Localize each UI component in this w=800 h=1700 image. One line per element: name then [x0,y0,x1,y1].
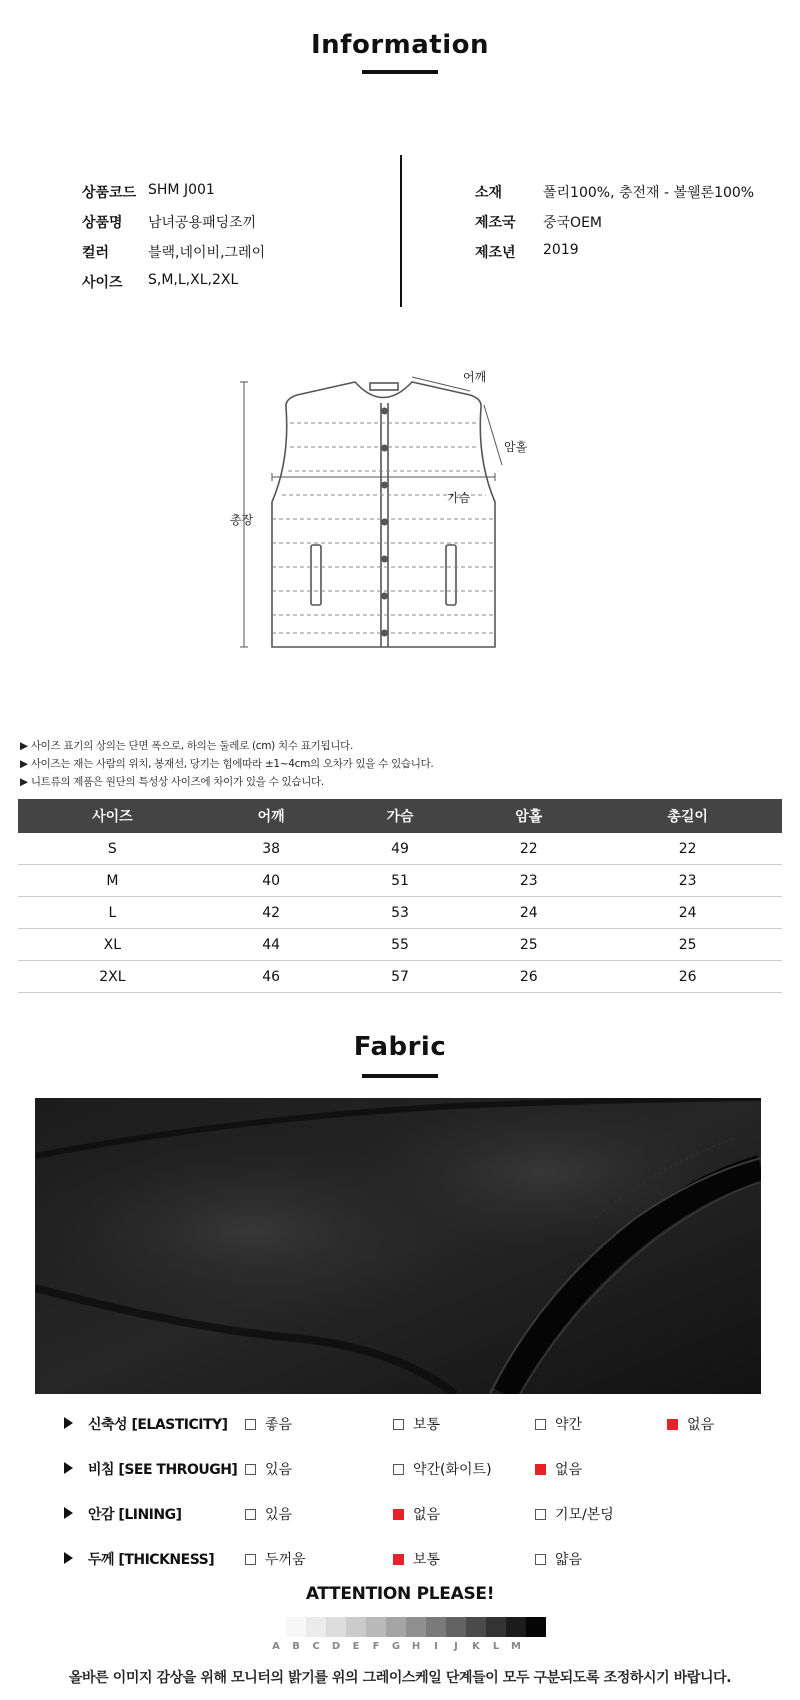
grayscale-letter: E [352,1641,360,1652]
info-row-year [475,242,579,262]
collar-tab [370,383,398,390]
info-row-color [82,242,265,262]
option-label: 좋음 [265,1417,293,1433]
table-cell: 2XL [18,961,207,993]
info-row-code [82,182,215,202]
vest-outline [272,382,495,647]
fabric-option[interactable] [393,1504,440,1524]
info-value: 중국OEM [543,215,602,231]
grayscale-step [346,1617,366,1637]
fabric-option[interactable] [535,1549,582,1569]
column-header: 가슴 [336,799,465,833]
vest-buttons [381,408,388,637]
grayscale-letter: F [372,1641,380,1652]
fabric-option[interactable] [535,1414,582,1434]
fabric-option[interactable] [535,1459,582,1479]
fabric-row-label: 두께 [THICKNESS] [88,1552,215,1568]
grayscale-letter: G [391,1641,401,1652]
option-label: 없음 [413,1507,441,1523]
checkbox-checked-icon[interactable] [393,1509,404,1520]
option-label: 보통 [413,1417,441,1433]
fabric-row-label: 신축성 [ELASTICITY] [88,1417,228,1433]
info-key: 상품코드 [82,185,137,201]
table-cell: 24 [464,897,593,929]
left-pocket [311,545,321,605]
diagram-label-armhole: 암홀 [504,440,528,454]
diagram-label-chest: 가슴 [447,491,471,505]
fabric-option[interactable] [393,1459,492,1479]
attention-message: 올바른 이미지 감상을 위해 모니터의 밝기를 위의 그레이스케일 단계들이 모두 구분되도록 조정하시기 바랍니다. [68,1670,732,1686]
table-cell: 57 [336,961,465,993]
info-row-material [475,182,754,202]
checkbox-icon[interactable] [245,1509,256,1520]
checkbox-icon[interactable] [245,1554,256,1565]
option-label: 없음 [687,1417,715,1433]
grayscale-letter: D [331,1641,341,1652]
arrow-right-icon [64,1552,73,1564]
info-key: 사이즈 [82,275,123,291]
info-key: 제조년 [475,245,516,261]
grayscale-step [366,1617,386,1637]
size-note: ▶ 사이즈는 재는 사람의 위치, 봉재선, 당기는 힘에따라 ±1~4cm의 오차가 있을 수 있습니다. [20,758,434,770]
column-header: 암홀 [464,799,593,833]
info-divider [400,155,402,307]
fabric-row-label: 비침 [SEE THROUGH] [88,1462,238,1478]
info-row-size [82,272,238,292]
fabric-row-thickness [0,1547,800,1571]
fabric-option[interactable] [393,1414,440,1434]
option-label: 얇음 [555,1552,583,1568]
title-underline [362,70,438,74]
table-cell: 26 [593,961,782,993]
fabric-title: Fabric [353,1032,447,1062]
diagram-label-shoulder: 어깨 [463,370,487,384]
grayscale-letter: A [272,1641,280,1652]
armhole-line [484,405,502,465]
quilt-lines [272,423,495,633]
info-value: SHM J001 [148,182,215,198]
arrow-right-icon [64,1507,73,1519]
table-cell: 53 [336,897,465,929]
size-note: ▶ 사이즈 표기의 상의는 단면 폭으로, 하의는 둘레로 (cm) 치수 표기됩니다. [20,740,353,752]
title-underline [362,1074,438,1078]
column-header: 사이즈 [18,799,207,833]
info-value: S,M,L,XL,2XL [148,272,239,288]
grayscale-step [326,1617,346,1637]
table-cell: 51 [336,865,465,897]
info-value: 2019 [543,242,579,258]
grayscale-step [306,1617,326,1637]
grayscale-step [286,1617,306,1637]
fabric-option[interactable] [667,1414,714,1434]
checkbox-icon[interactable] [393,1464,404,1475]
checkbox-icon[interactable] [393,1419,404,1430]
table-cell: 23 [593,865,782,897]
table-cell: 40 [207,865,336,897]
table-row [18,833,782,865]
info-row-country [475,212,602,232]
table-cell: 25 [593,929,782,961]
checkbox-checked-icon[interactable] [535,1464,546,1475]
table-cell: 26 [464,961,593,993]
diagram-label-length: 총장 [230,513,254,527]
fabric-photo [35,1098,761,1394]
table-cell: 46 [207,961,336,993]
table-header-row [18,799,782,833]
column-header: 총길이 [593,799,782,833]
table-cell: 25 [464,929,593,961]
table-cell: M [18,865,207,897]
fabric-option[interactable] [393,1549,440,1569]
grayscale-letter: L [492,1641,500,1652]
option-label: 있음 [265,1507,293,1523]
checkbox-icon[interactable] [535,1554,546,1565]
fabric-row-label: 안감 [LINING] [88,1507,182,1523]
grayscale-letter: H [411,1641,421,1652]
attention-title: ATTENTION PLEASE! [305,1584,495,1604]
table-cell: XL [18,929,207,961]
arrow-right-icon [64,1417,73,1429]
table-cell: 38 [207,833,336,865]
info-value: 블랙,네이비,그레이 [148,245,266,261]
info-row-name [82,212,256,232]
option-label: 보통 [413,1552,441,1568]
grayscale-step [526,1617,546,1637]
grayscale-letter: J [454,1641,458,1652]
fabric-row-see-through [0,1457,800,1481]
grayscale-step [426,1617,446,1637]
fabric-option[interactable] [245,1549,306,1569]
grayscale-step [386,1617,406,1637]
checkbox-icon[interactable] [535,1509,546,1520]
option-label: 약간 [555,1417,583,1433]
column-header: 어깨 [207,799,336,833]
option-label: 약간(화이트) [413,1462,492,1478]
size-note: ▶ 니트류의 제품은 원단의 특성상 사이즈에 차이가 있을 수 있습니다. [20,776,324,788]
info-key: 제조국 [475,215,516,231]
fabric-option[interactable] [535,1504,614,1524]
table-cell: 22 [593,833,782,865]
table-cell: 55 [336,929,465,961]
grayscale-letter: B [292,1641,300,1652]
grayscale-letter: I [434,1641,438,1652]
checkbox-icon[interactable] [245,1464,256,1475]
grayscale-letter: C [312,1641,320,1652]
table-cell: L [18,897,207,929]
fabric-row-lining [0,1502,800,1526]
grayscale-step [486,1617,506,1637]
checkbox-checked-icon[interactable] [667,1419,678,1430]
right-pocket [446,545,456,605]
fabric-option[interactable] [245,1504,292,1524]
table-cell: 22 [464,833,593,865]
table-row [18,865,782,897]
table-cell: 42 [207,897,336,929]
info-value: 남녀공용패딩조끼 [148,215,257,231]
table-row [18,929,782,961]
grayscale-step [406,1617,426,1637]
info-key: 소재 [475,185,503,201]
option-label: 기모/본딩 [555,1507,614,1523]
table-row [18,897,782,929]
checkbox-icon[interactable] [535,1419,546,1430]
option-label: 없음 [555,1462,583,1478]
arrow-right-icon [64,1462,73,1474]
grayscale-step [506,1617,526,1637]
vest-diagram [220,365,550,665]
grayscale-step [466,1617,486,1637]
info-value: 폴리100%, 충전재 - 볼웰론100% [543,185,755,201]
grayscale-letter: M [511,1641,521,1652]
information-title: Information [310,30,490,60]
table-cell: S [18,833,207,865]
checkbox-checked-icon[interactable] [393,1554,404,1565]
table-cell: 23 [464,865,593,897]
grayscale-letter: K [472,1641,480,1652]
table-cell: 49 [336,833,465,865]
table-row [18,961,782,993]
table-cell: 44 [207,929,336,961]
fabric-row-elasticity [0,1412,800,1436]
table-cell: 24 [593,897,782,929]
checkbox-icon[interactable] [245,1419,256,1430]
size-table [18,799,782,993]
fabric-option[interactable] [245,1459,292,1479]
fabric-option[interactable] [245,1414,292,1434]
info-key: 상품명 [82,215,123,231]
option-label: 두꺼움 [265,1552,306,1568]
grayscale-step [446,1617,466,1637]
info-key: 컬러 [82,245,110,261]
option-label: 있음 [265,1462,293,1478]
